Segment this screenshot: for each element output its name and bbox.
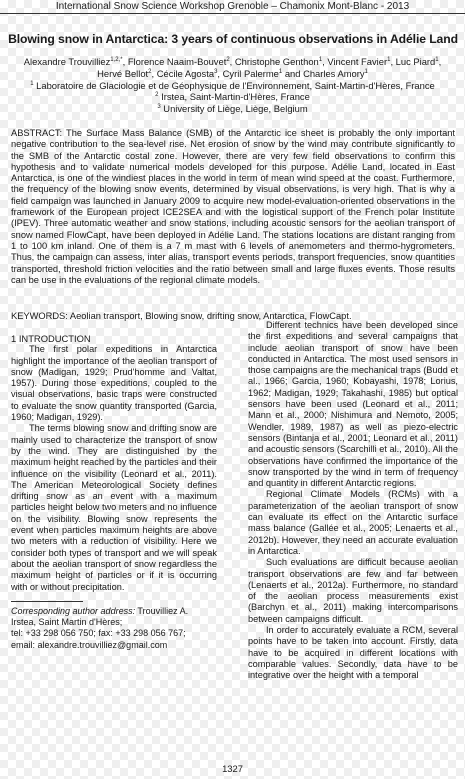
footnote-line: tel: +33 298 056 750; fax: +33 298 056 767;: [11, 628, 186, 639]
footnote-name: Trouvilliez A.: [135, 605, 189, 616]
author-affiliation-mark: 1,2,*: [110, 56, 123, 63]
author-separator: ,: [438, 56, 442, 67]
author-name: , Florence Naaim-Bouvet: [122, 56, 227, 67]
author-name: , Christophe Genthon: [229, 56, 319, 67]
footnote-label: Corresponding author address:: [11, 605, 136, 616]
author-name: Hervé Bellot: [97, 67, 149, 79]
paragraph: In order to accurately evaluate a RCM, several points have to be taken into account. Firstly, data have to be acquired in different locations with comparable values. Secondly, data have to be integrative over the height with a temporal: [248, 625, 458, 681]
author-affiliation-mark: 3: [214, 68, 218, 75]
footnote-divider: [11, 601, 83, 602]
affiliation-mark: 1: [30, 80, 34, 87]
paragraph: Regional Climate Models (RCMs) with a parameterization of the aeolian transport of snow can evaluate its effect on the Antarctic surface mass balance (Gallée et al., 2005; Lenaerts et al., 2012b). However, they need an accurate evaluation in Antarctica.: [248, 489, 458, 556]
author-affiliation-mark: 1: [318, 56, 323, 63]
author-block: [6, 56, 459, 115]
author-name: , Cyril Palerme: [217, 67, 279, 79]
author-affiliation-mark: 1: [278, 68, 283, 75]
paragraph: Such evaluations are difficult because aeolian transport observations are few and far between (Lenaerts et al., 2012a). Furthermore, no standard of the aeolian process measurements exist (Barchyn et al., 2011) making intercomparisons between campaigns difficult.: [248, 557, 458, 624]
footnote-line: [11, 606, 217, 617]
affiliation-text: Laboratoire de Glaciologie et de Géophysique de l'Environnement, Saint-Martin-d'Hères, France: [33, 79, 435, 91]
keywords: KEYWORDS: Aeolian transport, Blowing snow, drifting snow, Antarctica, FlowCapt.: [11, 311, 352, 321]
author-name: , Luc Piard: [390, 56, 436, 67]
author-name: and Charles Amory: [282, 67, 365, 79]
author-name: , Vincent Favier: [322, 56, 388, 67]
affiliation-text: Irstea, Saint-Martin-d'Hères, France: [158, 91, 310, 103]
affiliation-3: [6, 103, 459, 115]
left-column: [11, 333, 217, 651]
footnote-email: email: alexandre.trouvilliez@gmail.com: [11, 639, 168, 650]
paragraph: The first polar expeditions in Antarctica highlight the importance of the aeolian transport of snow (Madigan, 1929; Prud'homme and Valtat, 1957). During those expeditions, coupled to the visual observations, basic traps were constructed to evaluate the snow quantity transported (Garcia, 1960; Madigan, 1929).: [11, 344, 217, 423]
corresponding-author-footnote: [11, 606, 217, 651]
paragraph: The terms blowing snow and drifting snow are mainly used to characterize the transport of snow by the wind. They are distinguished by the maximum height reached by the particles and their influence on the visibility (Leonard et al., 2011). The American Meteorological Society defines drifting snow as an event with a maximum particles height below two meters and no influence on the visibility. Blowing snow represents the event when particles maximum heights are above two meters with a reduction of visibility. Here we consider both types of transport and we will speak about the aeolian transport of snow regardless the maximum height of particles or if it is occurring with or without precipitation.: [11, 423, 217, 592]
affiliation-text: University of Liège, Liège, Belgium: [160, 103, 308, 115]
author-affiliation-mark: 2: [148, 68, 152, 75]
page-number: 1327: [222, 763, 243, 774]
abstract: ABSTRACT: The Surface Mass Balance (SMB) of the Antarctic ice sheet is probably the only important negative contribution to the sea-level rise. Net erosion of snow by the wind may contribute significantly to the SMB of the Antarctic costal zone. However, there are very few field observations to confirm this hypothesis and to validate numerical models developed for this purpose. Adélie Land, located in East Antarctica, is one of the windiest places in the world in term of mean wind speed at the coast. Furthermore, the frequency of the blowing snow events, determined by visual observations, is very high. That is why a field campaign was launched in January 2009 to acquire new model-evaluation-oriented observations in the framework of the European project ICE2SEA and with the logistical support of the French polar Institute (IPEV). Three automatic weather and snow stations, including acoustic sensors for the aeolian transport of snow named FlowCapt, have been deployed in Adélie Land. The stations locations are distant ranging from 1 to 100 km inland. One of them is a 7 m mast with 6 levels of anemometers and thermo-hygrometers. Thus, the campaign can assess, inter alias, transport events periods, transport frequencies, snow quantities transported, threshold friction velocities and the ratio between small and large fluxes events. Those results can be use in the evaluations of the regional climate models.: [11, 128, 455, 285]
author-name: , Cécile Agosta: [151, 67, 215, 79]
affiliation-2: [6, 91, 459, 103]
author-affiliation-mark: 1: [435, 56, 439, 63]
section-heading: 1 INTRODUCTION: [11, 333, 91, 344]
author-line-1: [6, 56, 459, 68]
affiliation-mark: 2: [155, 92, 159, 99]
author-affiliation-mark: 1: [387, 56, 391, 63]
right-column: [248, 320, 458, 682]
author-affiliation-mark: 1: [364, 68, 368, 75]
paper-title: Blowing snow in Antarctica: 3 years of continuous observations in Adélie Land: [8, 32, 458, 46]
affiliation-mark: 3: [157, 104, 161, 111]
footnote-line: Irstea, Saint Martin d'Hères;: [11, 617, 123, 628]
affiliation-1: [6, 80, 459, 92]
author-name: Alexandre Trouvilliez: [23, 56, 111, 67]
running-header: International Snow Science Workshop Grenoble – Chamonix Mont-Blanc - 2013: [0, 0, 465, 14]
author-affiliation-mark: 2: [226, 56, 230, 63]
author-line-2: [6, 68, 459, 80]
paragraph: Different technics have been developed since the first expeditions and several campaigns that include aeolian transport of snow have been conducted in Antarctica. The most used sensors in those campaigns are the mechanical traps (Budd et al., 1966; Garcia, 1960; Kobayashi, 1978; Lorius, 1962; Madigan, 1929; Takahashi, 1985) but optical sensors have been used (Leonard et al., 2011; Mann et al., 2000; Nishimura and Nemoto, 2005; Wendler, 1989, 1987) as well as piezo-electric sensors (Bintanja et al., 2001; Leonard et al., 2011) and acoustic sensors (Scarchilli et al., 2010). All the observations have confirmed the importance of the snow transported by the wind in term of frequency and quantity in different Antarctic regions.: [248, 320, 458, 489]
